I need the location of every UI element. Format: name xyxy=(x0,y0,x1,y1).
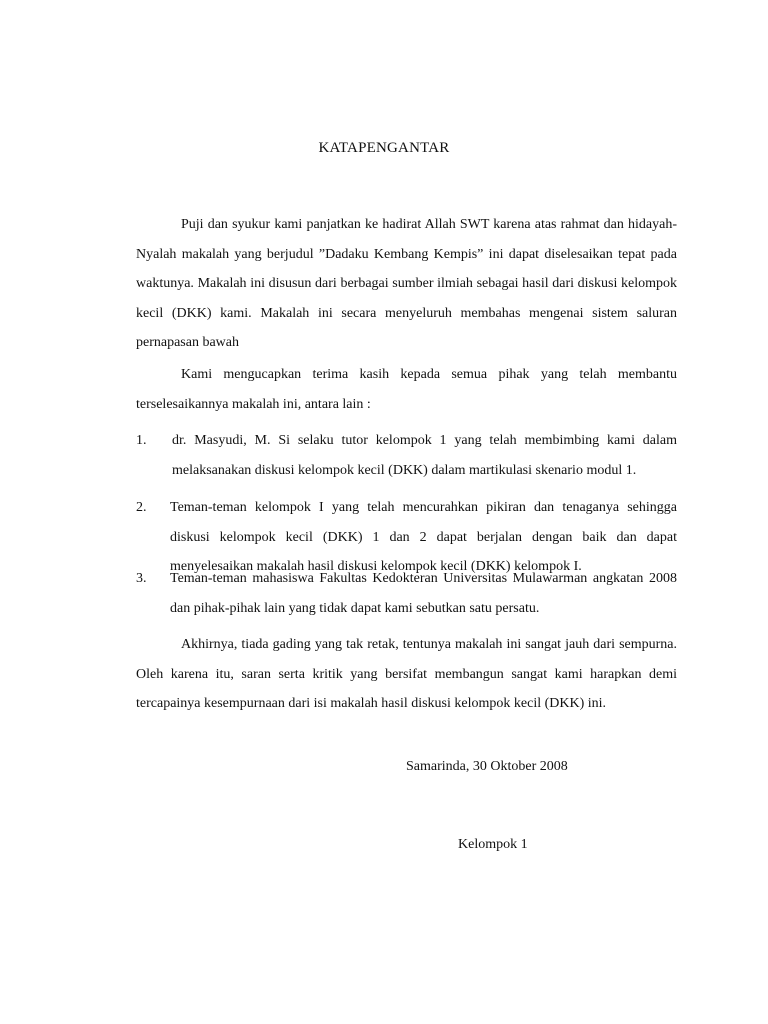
place-date: Samarinda, 30 Oktober 2008 xyxy=(406,759,568,774)
list-item-text: Teman-teman kelompok I yang telah mencurahkan pikiran dan tenaganya sehingga diskusi kelompok kecil (DKK) 1 dan 2 dapat berjalan dengan baik dan dapat menyelesaikan makalah hasil diskusi kelompok kecil (DKK) kelompok I. xyxy=(170,500,677,574)
list-item-text: Teman-teman mahasiswa Fakultas Kedokteran Universitas Mulawarman angkatan 2008 dan pihak-pihak lain yang tidak dapat kami sebutkan satu persatu. xyxy=(170,571,677,616)
thanks-paragraph: Kami mengucapkan terima kasih kepada semua pihak yang telah membantu terselesaikannya makalah ini, antara lain : xyxy=(136,367,677,412)
signature-group: Kelompok 1 xyxy=(458,837,528,852)
list-item xyxy=(136,564,677,623)
list-item-text: dr. Masyudi, M. Si selaku tutor kelompok 1 yang telah membimbing kami dalam melaksanakan diskusi kelompok kecil (DKK) dalam martikulasi skenario modul 1. xyxy=(172,433,677,478)
list-item-number: 2. xyxy=(136,500,147,515)
list-item-number: 1. xyxy=(136,433,147,448)
list-item-number: 3. xyxy=(136,571,147,586)
document-title: KATAPENGANTAR xyxy=(318,140,450,156)
list-item xyxy=(136,426,677,485)
opening-paragraph: Puji dan syukur kami panjatkan ke hadirat Allah SWT karena atas rahmat dan hidayah-Nyalah makalah yang berjudul ”Dadaku Kembang Kempis” ini dapat diselesaikan tepat pada waktunya. Makalah ini disusun dari berbagai sumber ilmiah sebagai hasil dari diskusi kelompok kecil (DKK) kami. Makalah ini secara menyeluruh membahas mengenai sistem saluran pernapasan bawah xyxy=(136,217,677,350)
closing-paragraph: Akhirnya, tiada gading yang tak retak, tentunya makalah ini sangat jauh dari sempurna. Oleh karena itu, saran serta kritik yang bersifat membangun sangat kami harapkan demi tercapainya kesempurnaan dari isi makalah hasil diskusi kelompok kecil (DKK) ini. xyxy=(136,637,677,711)
